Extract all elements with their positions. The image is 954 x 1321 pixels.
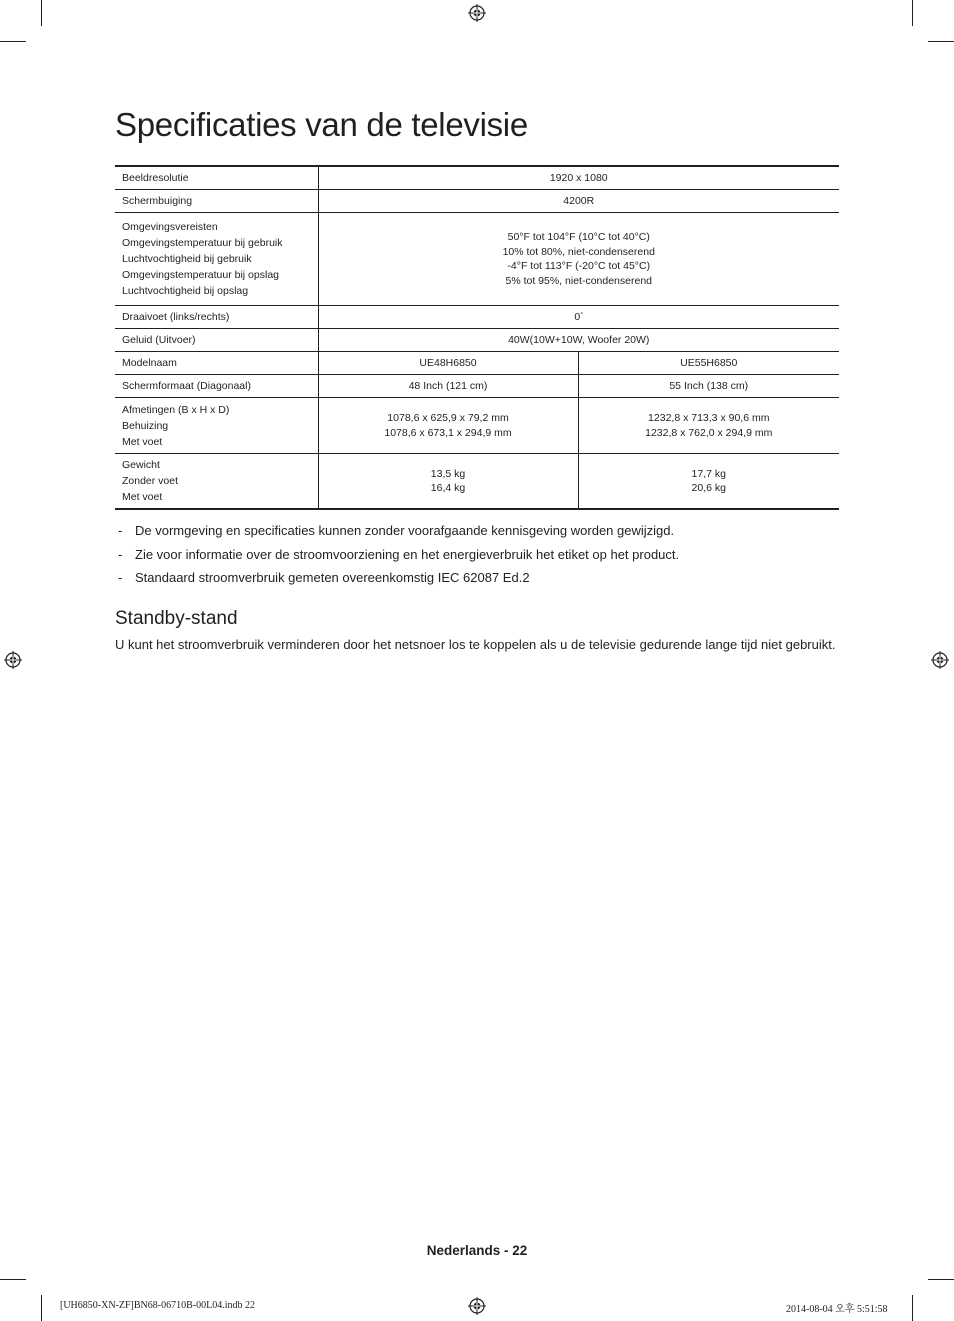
crop-mark xyxy=(928,41,954,42)
degree-unit: ° xyxy=(580,312,584,319)
bullet-dash: - xyxy=(118,546,123,562)
row-label: Omgevingstemperatuur bij opslag xyxy=(122,269,279,281)
crop-mark xyxy=(912,0,913,26)
model-b: UE55H6850 xyxy=(578,352,839,375)
row-label: Luchtvochtigheid bij opslag xyxy=(122,285,249,297)
crop-mark xyxy=(0,41,26,42)
table-row xyxy=(115,213,839,306)
row-label: Beeldresolutie xyxy=(122,172,189,184)
screen-size-b: 55 Inch (138 cm) xyxy=(578,375,839,398)
row-label-group xyxy=(115,213,318,306)
crop-mark xyxy=(928,1279,954,1280)
crop-mark xyxy=(41,0,42,26)
row-label-group xyxy=(115,454,318,510)
row-label: Omgevingstemperatuur bij gebruik xyxy=(122,237,283,249)
row-value: 4200R xyxy=(318,190,839,213)
registration-mark-icon xyxy=(468,4,486,22)
section-body: U kunt het stroomverbruik verminderen door het netsnoer los te koppelen als u de televisie gedurende lange tijd niet gebruikt. xyxy=(115,637,836,652)
table-row xyxy=(115,454,839,510)
row-value: 10% tot 80%, niet-condenserend xyxy=(502,245,655,258)
row-label: Luchtvochtigheid bij gebruik xyxy=(122,253,252,265)
row-value: 5% tot 95%, niet-condenserend xyxy=(505,274,652,287)
table-row xyxy=(115,306,839,329)
row-label: Schermformaat (Diagonaal) xyxy=(115,375,318,398)
row-label: Zonder voet xyxy=(122,475,179,487)
row-value: 1078,6 x 625,9 x 79,2 mm xyxy=(387,412,509,424)
row-value xyxy=(318,306,839,329)
bullet-dash: - xyxy=(118,570,123,585)
bullet-dash: - xyxy=(118,523,123,538)
spec-table xyxy=(115,165,839,510)
row-label: Afmetingen (B x H x D) xyxy=(122,403,230,416)
row-value: 1920 x 1080 xyxy=(318,166,839,190)
registration-mark-icon xyxy=(4,651,22,669)
row-label: Behuizing xyxy=(122,419,169,432)
row-label: Geluid (Uitvoer) xyxy=(115,329,318,352)
row-value: 50°F tot 104°F (10°C tot 40°C) xyxy=(507,231,650,243)
row-value: 1232,8 x 762,0 x 294,9 mm xyxy=(645,426,773,439)
row-value: 20,6 kg xyxy=(691,482,726,494)
list-item xyxy=(115,545,855,569)
notes-list xyxy=(115,521,855,592)
row-value: 13,5 kg xyxy=(430,467,466,480)
list-item xyxy=(115,568,855,592)
list-item xyxy=(115,521,855,545)
print-slug-left: [UH6850-XN-ZF]BN68-06710B-00L04.indb 22 xyxy=(60,1300,255,1311)
screen-size-a: 48 Inch (121 cm) xyxy=(318,375,578,398)
row-label: Omgevingsvereisten xyxy=(122,221,218,233)
table-row xyxy=(115,398,839,454)
row-value: -4°F tot 113°F (-20°C tot 45°C) xyxy=(507,260,651,272)
note-text: De vormgeving en specificaties kunnen zonder voorafgaande kennisgeving worden gewijzigd. xyxy=(135,523,675,538)
print-slug-right: 2014-08-04 오후 5:51:58 xyxy=(786,1304,888,1315)
table-row xyxy=(115,329,839,352)
crop-mark xyxy=(0,1279,26,1280)
row-value: 1232,8 x 713,3 x 90,6 mm xyxy=(648,412,770,424)
row-label-group xyxy=(115,398,318,454)
row-value: 1078,6 x 673,1 x 294,9 mm xyxy=(384,426,512,439)
note-text: Standaard stroomverbruik gemeten overeenkomstig IEC 62087 Ed.2 xyxy=(135,570,530,585)
row-label: Modelnaam xyxy=(115,352,318,375)
model-a: UE48H6850 xyxy=(318,352,578,375)
row-label: Schermbuiging xyxy=(115,190,318,213)
swivel-value: 0 xyxy=(574,311,581,323)
registration-mark-icon xyxy=(468,1297,486,1315)
page-title: Specificaties van de televisie xyxy=(115,106,528,143)
dimensions-a xyxy=(318,398,578,454)
weight-b xyxy=(578,454,839,510)
table-row xyxy=(115,190,839,213)
row-label: Met voet xyxy=(122,491,163,503)
row-value: 40W(10W+10W, Woofer 20W) xyxy=(318,329,839,352)
dimensions-b xyxy=(578,398,839,454)
table-row xyxy=(115,166,839,190)
row-label: Gewicht xyxy=(122,459,160,471)
crop-mark xyxy=(41,1295,42,1321)
note-text: Zie voor informatie over de stroomvoorziening en het energieverbruik het etiket op het product. xyxy=(135,546,680,562)
crop-mark xyxy=(912,1295,913,1321)
table-row xyxy=(115,352,839,375)
table-row xyxy=(115,375,839,398)
row-value: 17,7 kg xyxy=(691,467,726,480)
row-label: Met voet xyxy=(122,435,163,448)
registration-mark-icon xyxy=(931,651,949,669)
section-heading: Standby-stand xyxy=(115,608,238,629)
row-value: 16,4 kg xyxy=(430,482,466,494)
weight-a xyxy=(318,454,578,510)
row-value-group xyxy=(318,213,839,306)
row-label: Draaivoet (links/rechts) xyxy=(115,306,318,329)
page-number: Nederlands - 22 xyxy=(426,1243,528,1258)
